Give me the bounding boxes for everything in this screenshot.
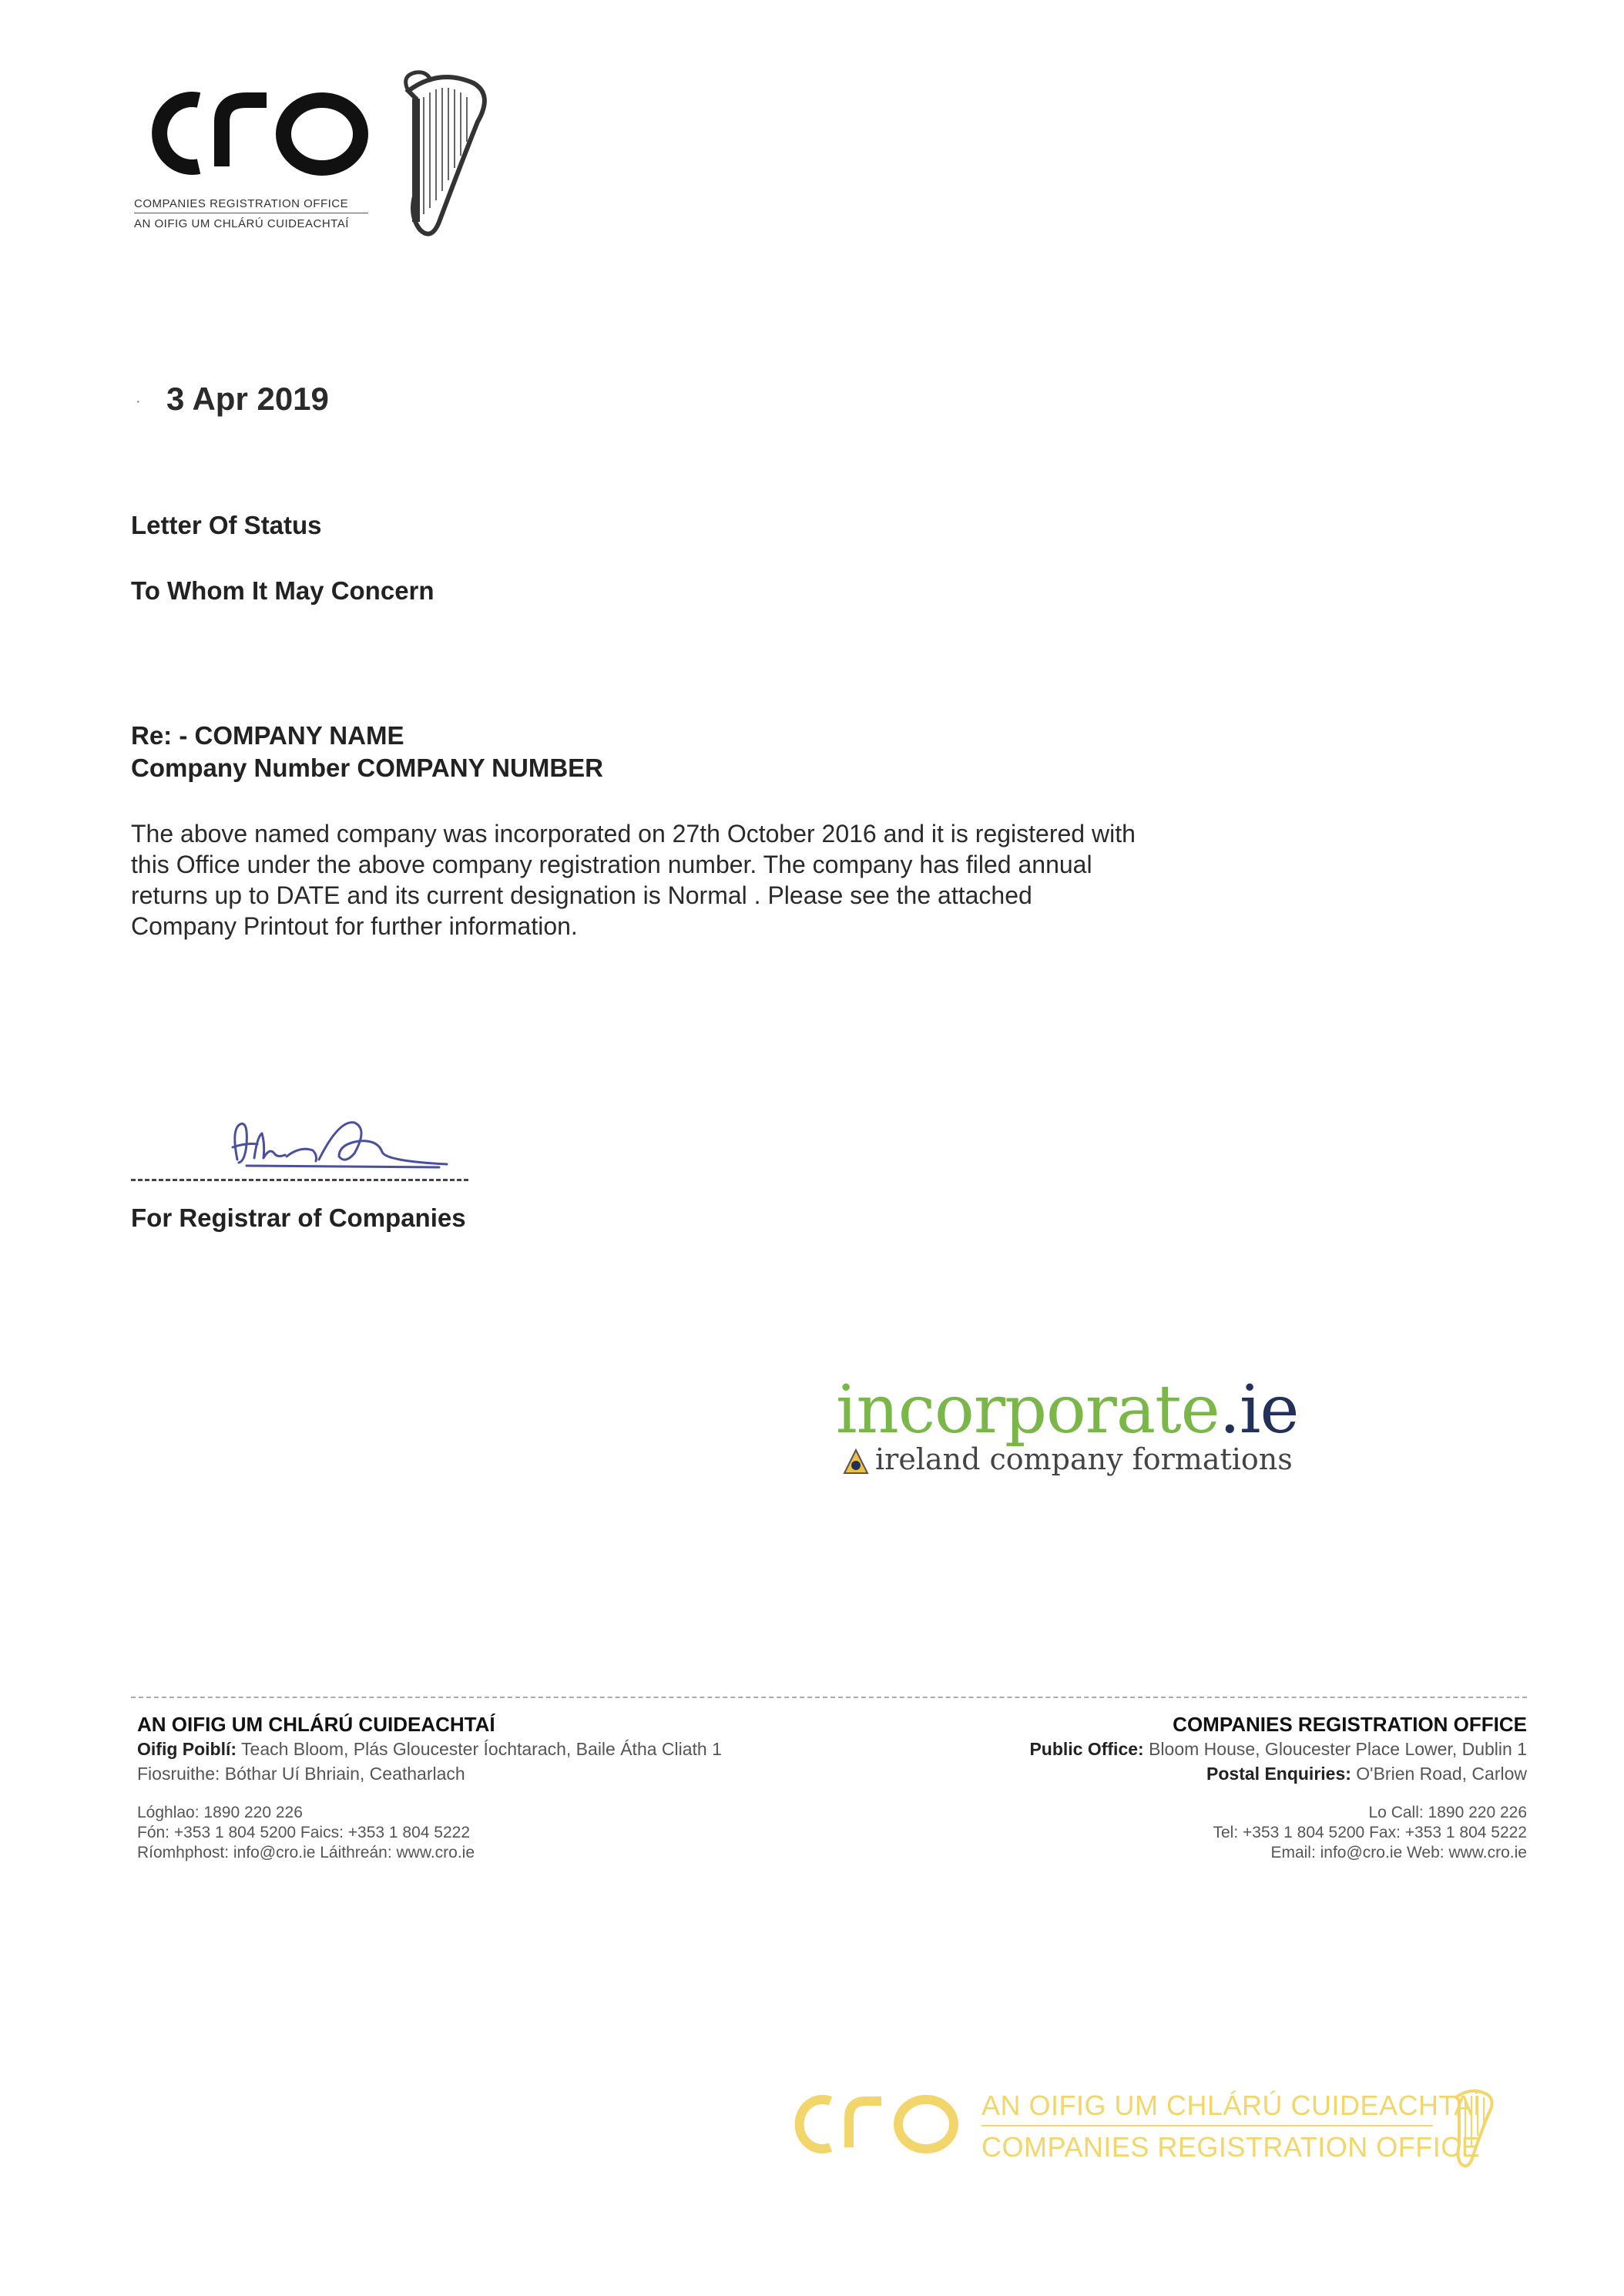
footer-enquiries-label-en: Postal Enquiries: [1206, 1764, 1351, 1784]
footer-enquiries-value-ga: Bóthar Uí Bhriain, Ceatharlach [224, 1764, 465, 1784]
logo-subtitle-en: COMPANIES REGISTRATION OFFICE [134, 197, 349, 210]
body-line: Company Printout for further information. [131, 912, 578, 940]
re-company-name: Re: - COMPANY NAME [131, 721, 404, 750]
footer-phone-ga: Fón: +353 1 804 5200 Faics: +353 1 804 5222 [137, 1824, 471, 1841]
footer-office-label-en: Public Office: [1029, 1739, 1144, 1759]
incorporate-tagline: ireland company formations [875, 1442, 1293, 1476]
footer-heading-ga: AN OIFIG UM CHLÁRÚ CUIDEACHTAÍ [137, 1713, 495, 1736]
letter-body [131, 818, 1271, 942]
incorporate-logo [836, 1371, 1298, 1448]
footer-english [1029, 1712, 1527, 1863]
letter-date: 3 Apr 2019 [166, 381, 329, 417]
incorporate-brand-tld: .ie [1219, 1371, 1299, 1448]
logo-subtitle-ga: AN OIFIG UM CHLÁRÚ CUIDEACHTAÍ [134, 217, 349, 230]
watermark-divider [981, 2125, 1433, 2126]
footer-irish [137, 1712, 722, 1863]
body-line: returns up to DATE and its current designation is Normal . Please see the attached [131, 881, 1032, 909]
footer-office-ga [137, 1737, 722, 1761]
footer-enquiries-ga [137, 1761, 722, 1786]
footer-office-label-ga: Oifig Poiblí: [137, 1739, 237, 1759]
footer-email-ga: Ríomhphost: info@cro.ie Láithreán: www.cro.ie [137, 1844, 475, 1861]
footer-locall-en: Lo Call: 1890 220 226 [1368, 1804, 1527, 1821]
watermark-subtitle-ga: AN OIFIG UM CHLÁRÚ CUIDEACHTAÍ [981, 2090, 1481, 2121]
signatory: For Registrar of Companies [131, 1203, 466, 1232]
body-line: this Office under the above company registration number. The company has filed annual [131, 851, 1092, 878]
watermark-subtitle-en: COMPANIES REGISTRATION OFFICE [981, 2131, 1481, 2163]
footer-enquiries-en [1029, 1761, 1527, 1786]
body-line: The above named company was incorporated on 27th October 2016 and it is registered with [131, 820, 1136, 848]
footer-divider [131, 1697, 1527, 1698]
cro-logo-wordmark [131, 68, 385, 183]
footer-office-value-en: Bloom House, Gloucester Place Lower, Dublin 1 [1149, 1739, 1527, 1759]
harp-icon [385, 68, 501, 245]
footer-phone-en: Tel: +353 1 804 5200 Fax: +353 1 804 5222 [1213, 1824, 1527, 1841]
cro-header-logo [131, 68, 501, 253]
date-mark: · [136, 393, 141, 410]
footer-office-en [1029, 1737, 1527, 1761]
letter-title: Letter Of Status [131, 511, 322, 539]
registrar-signature [223, 1113, 455, 1175]
footer-locall-ga: Lóghlao: 1890 220 226 [137, 1804, 303, 1821]
cro-watermark-logo [786, 2084, 971, 2161]
signature-line [131, 1179, 468, 1181]
incorporate-brand-main: incorporate [836, 1371, 1220, 1448]
footer-heading-en: COMPANIES REGISTRATION OFFICE [1173, 1713, 1527, 1736]
footer-email-en: Email: info@cro.ie Web: www.cro.ie [1270, 1844, 1527, 1861]
incorporate-mark-icon [841, 1447, 871, 1476]
company-number: Company Number COMPANY NUMBER [131, 754, 603, 782]
footer-enquiries-value-en: O'Brien Road, Carlow [1356, 1764, 1527, 1784]
salutation: To Whom It May Concern [131, 576, 435, 605]
footer-enquiries-label-ga: Fiosruithe: [137, 1764, 220, 1784]
footer-office-value-ga: Teach Bloom, Plás Gloucester Íochtarach, Baile Átha Cliath 1 [241, 1739, 722, 1759]
harp-watermark-icon [1445, 2086, 1499, 2171]
